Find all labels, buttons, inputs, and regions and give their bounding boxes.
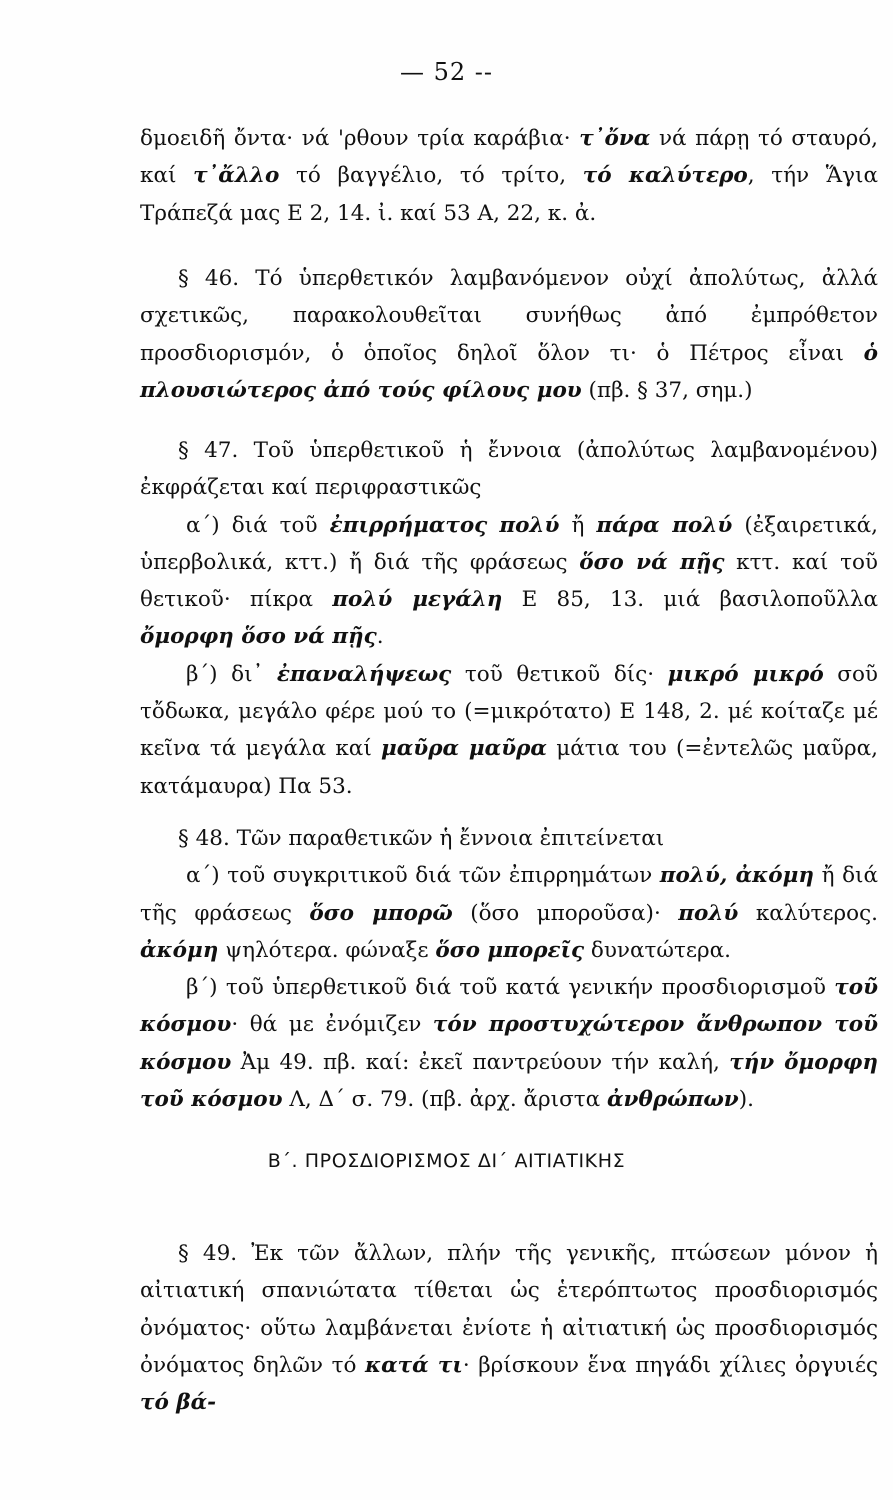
subparagraph-b <box>140 656 878 805</box>
text-run: (ὅσο μποροῦσα)· <box>452 900 679 926</box>
bold-italic-example: πολύ <box>678 900 739 926</box>
section-49 <box>140 1235 878 1421</box>
text-run: β΄) δι᾽ <box>186 661 277 687</box>
text-run: ἤ διά τῆς φράσεως <box>140 863 878 926</box>
text-run: ψηλότερα. φώναξε <box>218 937 436 963</box>
bold-italic-example: τό βά- <box>140 1390 217 1416</box>
text-run: νά πάρῃ τό σταυρό, καί <box>140 126 879 189</box>
bold-italic-example: ἐπιρρήματος <box>329 512 488 538</box>
paragraph-text <box>140 120 878 232</box>
text-run: (ἐξαιρετικά, ὑπερβολικά, κττ.) ἤ διά τῆς φράσεως <box>140 512 878 575</box>
bold-italic-example: τήν ὄμορφη τοῦ κόσμου <box>140 1049 878 1113</box>
bold-italic-example: τοῦ κόσμου <box>140 975 878 1038</box>
section-48 <box>140 820 878 1118</box>
paragraph-intro: § 48. Τῶν παραθετικῶν ἡ ἔννοια ἐπιτείνεται <box>178 826 665 851</box>
bold-italic-example: ὁ πλουσιώτερος ἀπό τούς φίλους μου <box>140 340 878 403</box>
subparagraph-a <box>140 857 878 969</box>
text-run: καλύτερος. <box>738 900 879 926</box>
bold-italic-example: μικρό μικρό <box>667 661 824 687</box>
text-run: μάτια του (=ἐντελῶς μαῦρα, κατάμαυρα) Πα 53. <box>140 736 878 799</box>
text-run: δμοειδῆ ὄντα· νά 'ρθουν τρία καράβια· <box>140 126 580 151</box>
section-heading: Β΄. ΠΡΟΣΔΙΟΡΙΣΜΟΣ ΔΙ΄ ΑΙΤΙΑΤΙΚΗΣ <box>267 1150 626 1172</box>
bold-italic-example: τ᾽ἄλλο <box>193 163 280 189</box>
bold-italic-example: ὅσο μπορεῖς <box>435 937 585 963</box>
bold-italic-example: ἐπαναλήψεως <box>276 661 452 687</box>
bold-italic-example: μαῦρα μαῦρα <box>381 736 547 762</box>
section-47 <box>140 432 878 805</box>
text-run: § 49. Ἐκ τῶν ἄλλων, πλήν τῆς γενικῆς, πτώσεων μόνον ἡ αἰτιατική σπανιώτατα τίθεται ὡς ἑτερόπτωτος προσδιορισμός ὀνόματος· οὕτω λαμβάνεται ἐνίοτε ἡ αἰτιατική ὡς προσδιορισμός ὀνόματος δηλῶν τό <box>140 1241 878 1378</box>
text-run: κττ. καί τοῦ θετικοῦ· πίκρα <box>140 549 878 613</box>
text-run: · βρίσκουν ἕνα πηγάδι χίλιες ὀργυιές <box>462 1352 879 1378</box>
bold-italic-example: ἀνθρώπων <box>607 1087 739 1113</box>
text-run: , τήν Ἅγια Τράπεζά μας Ε 2, 14. ἰ. καί 53 Α, 22, κ. ἀ. <box>140 163 878 226</box>
page-number: — 52 -- <box>399 58 493 86</box>
paragraph-text <box>140 1235 878 1421</box>
text-run: § 46. Τό ὑπερθετικόν λαμβανόμενον οὐχί ἀπολύτως, ἀλλά σχετικῶς, παρακολουθεῖται συνήθως ἀπό ἐμπρόθετον προσδιορισμόν, ὁ ὁποῖος δηλοῖ ὅλον τι· ὁ Πέτρος εἶναι <box>140 266 878 366</box>
paragraph-text <box>140 260 878 409</box>
continuation-paragraph <box>140 120 878 232</box>
bold-italic-example: πολύ μεγάλη <box>332 587 503 613</box>
subparagraph-b <box>140 969 878 1118</box>
text-run <box>487 513 499 538</box>
text-run: Λ, Δ΄ σ. 79. (πβ. ἀρχ. ἄριστα <box>282 1087 608 1113</box>
bold-italic-example: πάρα πολύ <box>596 512 733 538</box>
subparagraph-a <box>140 507 878 656</box>
bold-italic-example: ὅσο νά πῇς <box>579 549 725 575</box>
bold-italic-example: τ᾽ὄνα <box>579 126 651 151</box>
text-run: α΄) διά τοῦ <box>186 512 330 538</box>
paragraph-intro: § 47. Τοῦ ὑπερθετικοῦ ἡ ἔννοια (ἀπολύτως λαμβανομένου) ἐκφράζεται καί περιφραστικῶς <box>140 438 878 501</box>
text-run: ἤ <box>559 512 597 538</box>
text-run: Ε 85, 13. μιά βασιλοποῦλλα <box>502 587 879 613</box>
text-run: Ἀμ 49. πβ. καί: ἐκεῖ παντρεύουν τήν καλή, <box>231 1049 730 1075</box>
text-run: τοῦ θετικοῦ δίς· <box>451 661 668 687</box>
text-run: σοῦ τὄδωκα, μεγάλο φέρε μού το (=μικρότατο) Ε 148, 2. μέ κοίταζε μέ κεῖνα τά μεγάλα καί <box>140 661 878 762</box>
bold-italic-example: ὄμορφη ὅσο νά πῇς <box>140 624 377 650</box>
bold-italic-example: πολύ <box>499 512 560 538</box>
text-run: (πβ. § 37, σημ.) <box>581 377 753 403</box>
bold-italic-example: ὅσο μπορῶ <box>309 900 453 926</box>
section-46 <box>140 260 878 409</box>
bold-italic-example: πολύ, ἀκόμη <box>659 863 814 889</box>
bold-italic-example: τό καλύτερο <box>582 163 748 189</box>
text-run: δυνατώτερα. <box>584 937 731 963</box>
text-run: α΄) τοῦ συγκριτικοῦ διά τῶν ἐπιρρημάτων <box>186 863 660 889</box>
text-run: β΄) τοῦ ὑπερθετικοῦ διά τοῦ κατά γενικήν προσδιορισμοῦ <box>186 975 835 1001</box>
text-run: τό βαγγέλιο, τό τρίτο, <box>279 163 583 189</box>
text-run: · θά με ἐνόμιζεν <box>231 1012 433 1038</box>
text-run: ). <box>738 1087 754 1113</box>
bold-italic-example: ἀκόμη <box>140 937 219 963</box>
bold-italic-example: τόν προστυχώτερον ἄνθρωπον τοῦ κόσμου <box>140 1012 878 1075</box>
text-run: . <box>376 624 384 650</box>
bold-italic-example: κατά τι <box>365 1352 463 1378</box>
